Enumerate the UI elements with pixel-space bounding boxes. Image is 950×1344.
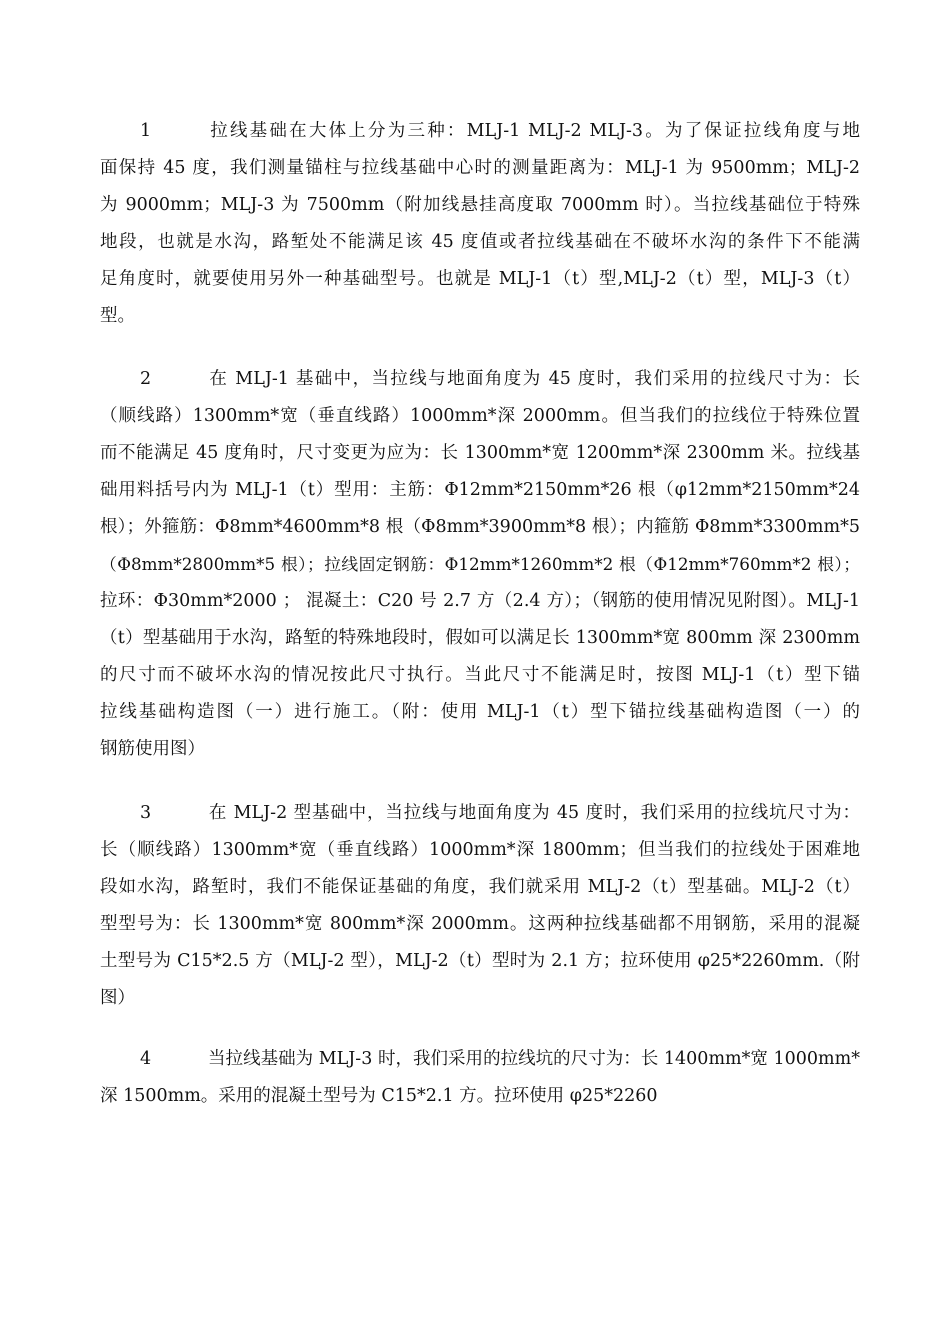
paragraph-2: [100, 361, 860, 768]
paragraph-line: （t）型基础用于水沟，路堑的特殊地段时，假如可以满足长 1300mm*宽 800mm 深 2300mm: [100, 628, 860, 648]
paragraph-1: [100, 113, 860, 335]
paragraph-line: 长（顺线路）1300mm*宽（垂直线路）1000mm*深 1800mm；但当我们的拉线处于困难地: [100, 840, 860, 860]
paragraph-line: 图）: [100, 988, 135, 1008]
paragraph-line: [100, 795, 860, 832]
paragraph-line: 的尺寸而不破坏水沟的情况按此尺寸执行。当此尺寸不能满足时，按图 MLJ-1（t）型下锚: [100, 665, 860, 685]
paragraph-number: 1: [140, 121, 152, 141]
paragraph-line: 土型号为 C15*2.5 方（MLJ-2 型），MLJ-2（t）型时为 2.1 方；拉环使用 φ25*2260mm.（附: [100, 951, 860, 971]
paragraph-line: 型。: [100, 306, 135, 326]
paragraph-text: 在 MLJ-2 型基础中，当拉线与地面角度为 45 度时，我们采用的拉线坑尺寸为：: [208, 803, 860, 823]
paragraph-3: [100, 795, 860, 1017]
paragraph-line: （顺线路）1300mm*宽（垂直线路）1000mm*深 2000mm。但当我们的拉线位于特殊位置: [100, 406, 860, 426]
paragraph-line: 为 9000mm；MLJ-3 为 7500mm（附加线悬挂高度取 7000mm 时）。当拉线基础位于特殊: [100, 195, 860, 215]
paragraph-line: [100, 113, 860, 150]
paragraph-line: [100, 361, 860, 398]
paragraph-line: 钢筋使用图）: [100, 739, 205, 759]
paragraph-text: 在 MLJ-1 基础中，当拉线与地面角度为 45 度时，我们采用的拉线尺寸为：长: [208, 369, 860, 389]
paragraph-number: 4: [140, 1049, 152, 1069]
paragraph-line: 型型号为：长 1300mm*宽 800mm*深 2000mm。这两种拉线基础都不用钢筋，采用的混凝: [100, 914, 860, 934]
paragraph-line: 段如水沟，路堑时，我们不能保证基础的角度，我们就采用 MLJ-2（t）型基础。MLJ-2（t）: [100, 877, 860, 897]
paragraph-line: 足角度时，就要使用另外一种基础型号。也就是 MLJ-1（t）型,MLJ-2（t）型，MLJ-3（t）: [100, 269, 860, 289]
paragraph-line: [100, 1041, 860, 1078]
paragraph-text: 拉线基础在大体上分为三种：MLJ-1 MLJ-2 MLJ-3。为了保证拉线角度与地: [208, 121, 860, 141]
paragraph-text: 当拉线基础为 MLJ-3 时，我们采用的拉线坑的尺寸为：长 1400mm*宽 1000mm*: [208, 1049, 860, 1069]
paragraph-number: 2: [140, 369, 152, 389]
paragraph-line: （Φ8mm*2800mm*5 根）；拉线固定钢筋：Φ12mm*1260mm*2 根（Φ12mm*760mm*2 根）；: [100, 554, 860, 574]
paragraph-line: 地段，也就是水沟，路堑处不能满足该 45 度值或者拉线基础在不破坏水沟的条件下不能满: [100, 232, 860, 252]
paragraph-line: 拉线基础构造图（一）进行施工。（附：使用 MLJ-1（t）型下锚拉线基础构造图（一）的: [100, 702, 860, 722]
paragraph-line: 拉环：Φ30mm*2000 ； 混凝土：C20 号 2.7 方（2.4 方）；（钢筋的使用情况见附图）。MLJ-1: [100, 591, 860, 611]
paragraph-number: 3: [140, 803, 152, 823]
paragraph-line: 根）；外箍筋：Φ8mm*4600mm*8 根（Φ8mm*3900mm*8 根）；内箍筋 Φ8mm*3300mm*5: [100, 517, 860, 537]
paragraph-line: 面保持 45 度，我们测量锚柱与拉线基础中心时的测量距离为：MLJ-1 为 9500mm；MLJ-2: [100, 158, 860, 178]
paragraph-line: 而不能满足 45 度角时，尺寸变更为应为：长 1300mm*宽 1200mm*深 2300mm 米。拉线基: [100, 443, 860, 463]
paragraph-line: 础用料括号内为 MLJ-1（t）型用：主筋：Φ12mm*2150mm*26 根（φ12mm*2150mm*24: [100, 480, 860, 500]
paragraph-line: 深 1500mm。采用的混凝土型号为 C15*2.1 方。拉环使用 φ25*2260: [100, 1086, 658, 1106]
paragraph-4: [100, 1041, 860, 1115]
